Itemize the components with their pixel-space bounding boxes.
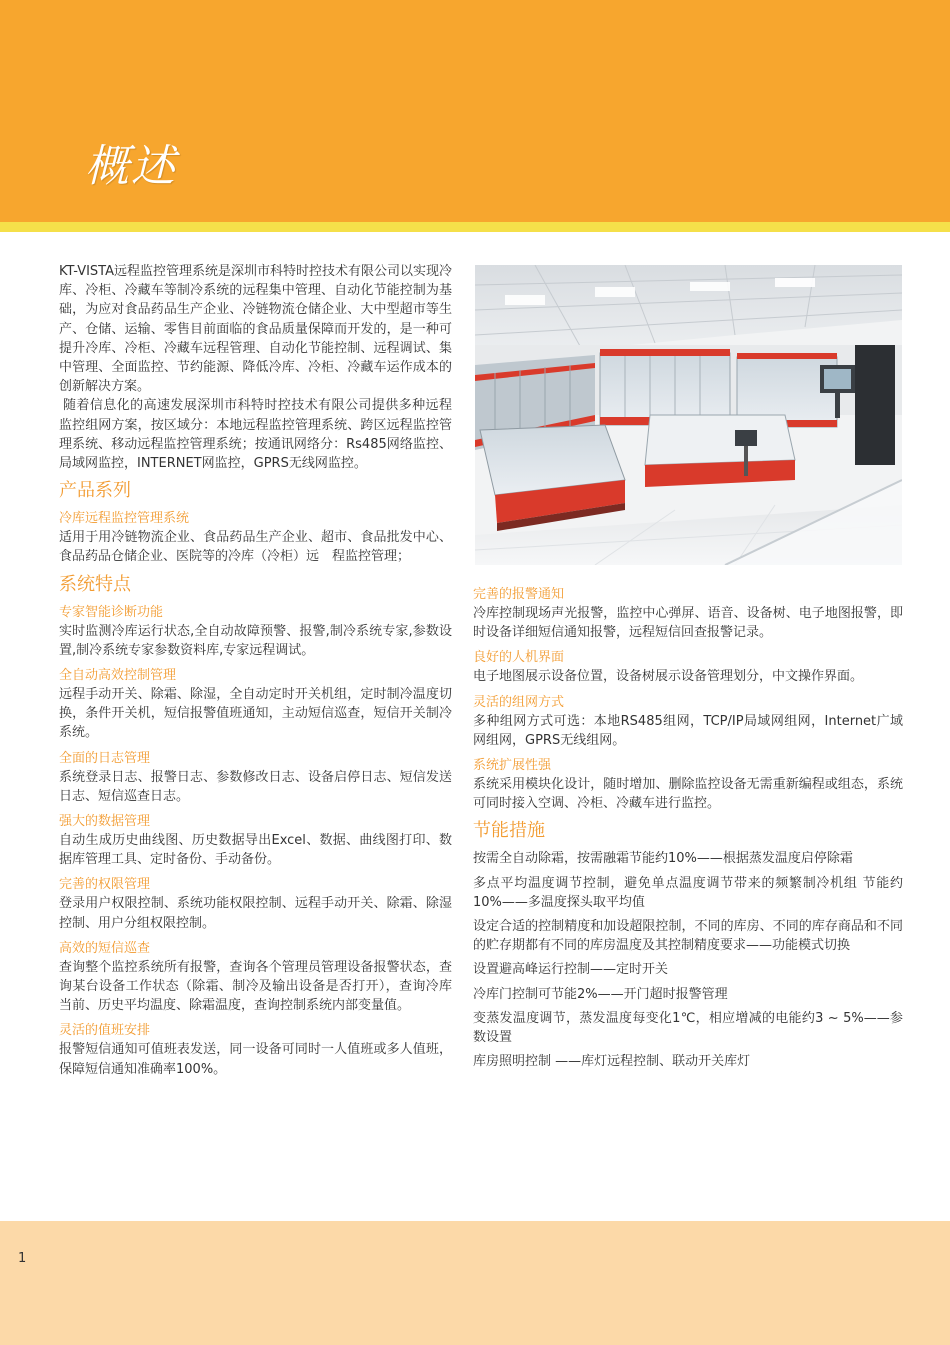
energy-heading: 节能措施 <box>473 820 545 842</box>
feature-title: 完善的报警通知 <box>473 587 565 602</box>
feature-text: 登录用户权限控制、系统功能权限控制、远程手动开关、除霜、除湿控制、用户分组权限控制。 <box>59 896 452 931</box>
product-series-text: 适用于用冷链物流企业、食品药品生产企业、超市、食品批发中心、食品药品仓储企业、医院等的冷库（冷柜）远 程监控管理； <box>59 530 452 565</box>
intro-paragraph-1: KT-VISTA远程监控管理系统是深圳市科特时控技术有限公司以实现冷库、冷柜、冷藏车等制冷系统的远程集中管理、自动化节能控制为基础，为应对食品药品生产企业、冷链物流仓储企业、大中型超市等生产、仓储、运输、零售目前面临的食品质量保障而开发的，是一种可提升冷库、冷柜、冷藏车远程管理、自动化节能控制、远程调试、集中管理、全面监控、节约能源、降低冷库、冷柜、冷藏车运作成本的创新解决方案。 <box>59 264 452 395</box>
energy-item: 冷库门控制可节能2%——开门超时报警管理 <box>473 986 728 1002</box>
feature-text: 自动生成历史曲线图、历史数据导出Excel、数据、曲线图打印、数据库管理工具、定时备份、手动备份。 <box>59 833 452 868</box>
energy-item: 变蒸发温度调节，蒸发温度每变化1℃，相应增减的电能约3 ~ 5%——参数设置 <box>473 1010 903 1046</box>
header-stripe <box>0 222 950 232</box>
energy-item: 多点平均温度调节控制，避免单点温度调节带来的频繁制冷机组 节能约10%——多温度探头取平均值 <box>473 875 903 910</box>
feature-text: 多种组网方式可选：本地RS485组网，TCP/IP局域网组网，Internet广域网组网，GPRS无线组网。 <box>473 713 903 748</box>
feature-text: 系统登录日志、报警日志、参数修改日志、设备启停日志、短信发送日志、短信巡查日志。 <box>59 769 452 804</box>
features-heading: 系统特点 <box>59 573 131 595</box>
feature-title: 完善的权限管理 <box>59 877 151 893</box>
energy-item: 库房照明控制 ——库灯远程控制、联动开关库灯 <box>473 1054 751 1070</box>
energy-item: 按需全自动除霜，按需融霜节能约10%——根据蒸发温度启停除霜 <box>473 851 853 867</box>
left-column <box>59 262 452 1079</box>
feature-text: 查询整个监控系统所有报警，查询各个管理员管理设备报警状态，查询某台设备工作状态（除霜、制冷及输出设备是否打开），查询冷库当前、历史平均温度、除霜温度，查询控制系统内部变量值。 <box>59 959 452 1014</box>
energy-item: 设定合适的控制精度和加设超限控制，不同的库房、不同的库存商品和不同的贮存期都有不同的库房温度及其控制精度要求——功能模式切换 <box>473 919 903 954</box>
feature-title: 强大的数据管理 <box>59 814 151 830</box>
page-number: 1 <box>18 1251 27 1266</box>
page-title: 概述 <box>85 141 177 192</box>
product-series-subheading: 冷库远程监控管理系统 <box>59 511 190 527</box>
footer-band <box>0 1221 950 1345</box>
feature-text: 系统采用模块化设计，随时增加、删除监控设备无需重新编程或组态，系统可同时接入空调、冷柜、冷藏车进行监控。 <box>473 777 903 812</box>
feature-title: 灵活的值班安排 <box>59 1023 151 1039</box>
feature-title: 专家智能诊断功能 <box>59 604 164 620</box>
feature-title: 全面的日志管理 <box>59 750 151 766</box>
feature-title: 高效的短信巡查 <box>59 940 151 956</box>
feature-text: 报警短信通知可值班表发送，同一设备可同时一人值班或多人值班，保障短信通知准确率100%。 <box>59 1042 452 1077</box>
intro-paragraph-2: 随着信息化的高速发展深圳市科特时控技术有限公司提供多种远程监控组网方案，按区域分：本地远程监控管理系统、跨区远程监控管理系统、移动远程监控管理系统；按通讯网络分：Rs485网络监控、局域网监控，INTERNET网监控，GPRS无线网监控。 <box>59 398 452 472</box>
feature-title: 系统扩展性强 <box>473 758 552 774</box>
feature-title: 良好的人机界面 <box>473 650 565 666</box>
right-column <box>473 585 903 1076</box>
showroom-photo <box>475 265 902 565</box>
energy-item: 设置避高峰运行控制——定时开关 <box>473 962 669 978</box>
energy-list <box>473 849 903 1071</box>
feature-text: 远程手动开关、除霜、除湿，全自动定时开关机组，定时制冷温度切换，条件开关机，短信报警值班通知，主动短信巡查，短信开关制冷系统。 <box>59 687 452 741</box>
header-banner <box>0 0 950 222</box>
product-series-heading: 产品系列 <box>59 480 131 502</box>
feature-title: 灵活的组网方式 <box>473 694 565 710</box>
feature-text: 电子地图展示设备位置，设备树展示设备管理划分，中文操作界面。 <box>473 669 864 685</box>
feature-title: 全自动高效控制管理 <box>59 668 177 684</box>
feature-text: 冷库控制现场声光报警，监控中心弹屏、语音、设备树、电子地图报警，即时设备详细短信通知报警，远程短信回查报警记录。 <box>473 606 903 641</box>
feature-text: 实时监测冷库运行状态,全自动故障预警、报警,制冷系统专家,参数设置,制冷系统专家参数资料库,专家远程调试。 <box>59 623 452 658</box>
